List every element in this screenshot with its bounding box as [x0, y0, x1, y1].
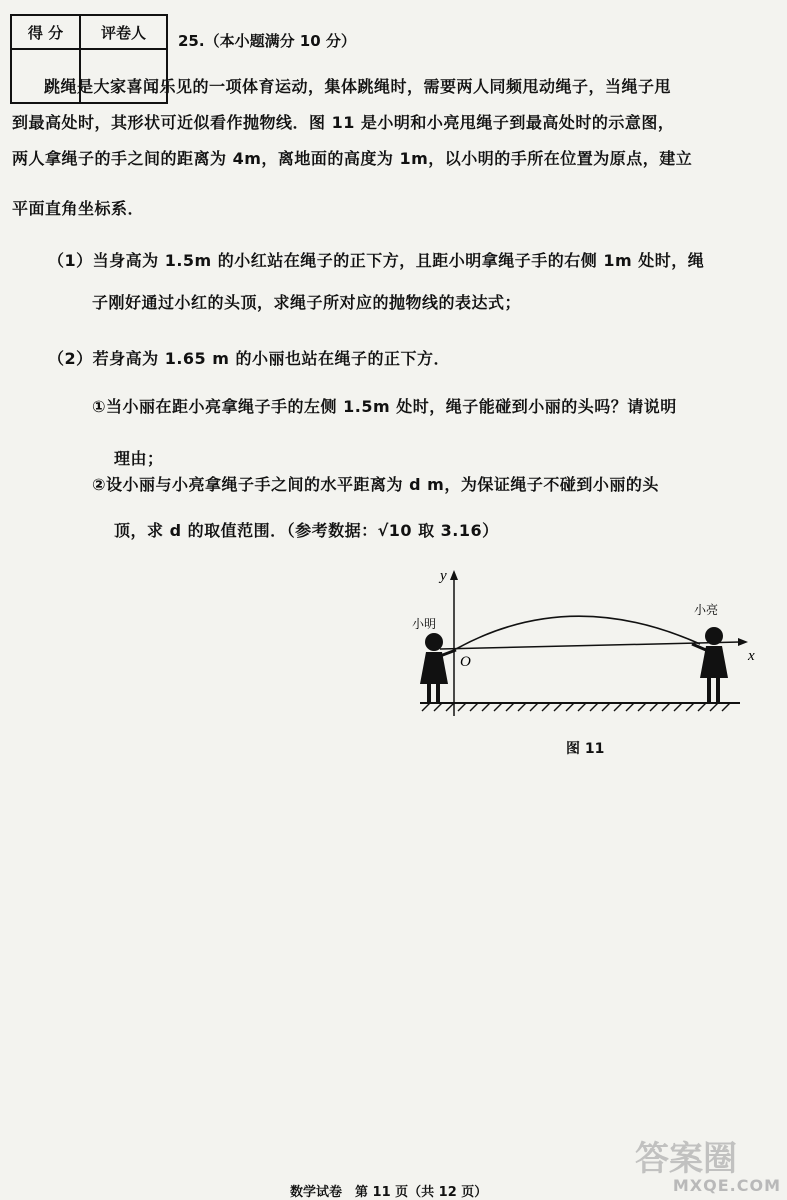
question-line-10: ②设小丽与小亮拿绳子手之间的水平距离为 d m，为保证绳子不碰到小丽的头 [92, 475, 659, 494]
question-line-8: ①当小丽在距小亮拿绳子手的左侧 1.5m 处时，绳子能碰到小丽的头吗？请说明 [92, 397, 677, 416]
grader-header: 评卷人 [80, 15, 167, 49]
question-line-5: （1）当身高为 1.5m 的小红站在绳子的正下方，且距小明拿绳子手的右侧 1m 处时，绳 [48, 251, 705, 270]
y-axis-arrow [450, 570, 458, 580]
xiaoming-silhouette [420, 633, 456, 702]
page-footer: 数学试卷 第 11 页（共 12 页） [290, 1185, 488, 1200]
question-line-2: 到最高处时，其形状可近似看作抛物线．图 11 是小明和小亮甩绳子到最高处时的示意图， [12, 113, 675, 132]
xiaoming-label: 小明 [412, 617, 437, 631]
question-line-9: 理由； [114, 449, 164, 468]
question-number: 25.（本小题满分 10 分） [178, 32, 356, 50]
x-axis-arrow [738, 638, 748, 646]
x-axis-label: x [748, 648, 755, 664]
xiaoliang-silhouette [692, 627, 728, 702]
y-axis-label: y [440, 568, 447, 584]
figure-11 [410, 566, 770, 726]
question-line-11: 顶，求 d 的取值范围．（参考数据：√10 取 3.16） [114, 521, 499, 540]
question-line-3: 两人拿绳子的手之间的距离为 4m，离地面的高度为 1m，以小明的手所在位置为原点，建立 [12, 149, 693, 168]
watermark-site: MXQE.COM [672, 1176, 781, 1195]
question-line-1: 跳绳是大家喜闻乐见的一项体育运动，集体跳绳时，需要两人同频甩动绳子，当绳子甩 [44, 77, 672, 96]
figure-caption: 图 11 [566, 741, 605, 757]
watermark-logo-text: 答案圈 [635, 1139, 737, 1179]
origin-label: O [460, 654, 471, 670]
question-line-7: （2）若身高为 1.65 m 的小丽也站在绳子的正下方． [48, 349, 450, 368]
question-line-4: 平面直角坐标系． [12, 199, 145, 218]
score-header: 得 分 [11, 15, 80, 49]
ground-hatching [422, 703, 730, 711]
xiaoliang-label: 小亮 [694, 603, 719, 617]
question-line-6: 子刚好通过小红的头顶，求绳子所对应的抛物线的表达式； [92, 293, 522, 312]
